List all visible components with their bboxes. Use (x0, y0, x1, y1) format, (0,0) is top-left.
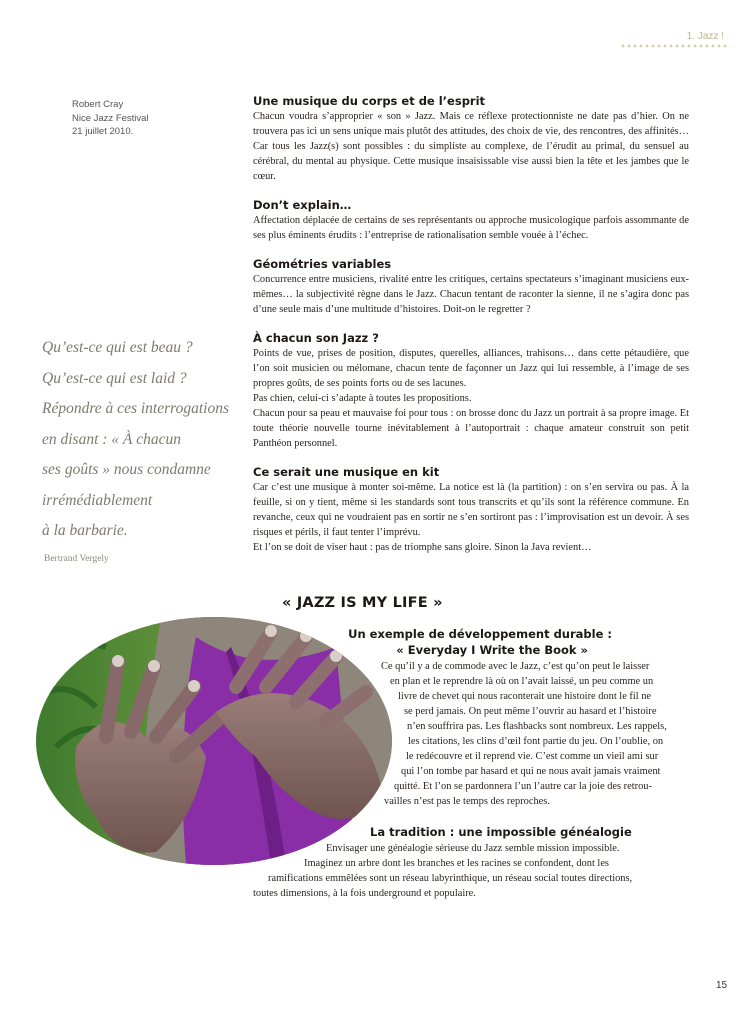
text-line: toutes dimensions, à la fois underground et populaire. (253, 888, 476, 899)
section (253, 465, 689, 555)
quote-line: Répondre à ces interrogations (42, 400, 229, 417)
text-line: ramifications emmêlées sont un réseau labyrinthique, un réseau social toutes directions, (268, 873, 633, 884)
section-text: Affectation déplacée de certains de ses représentants ou approche musicologique parfois assommante de ses plus éminents érudits : l’entreprise de rationalisation semble vouée à l’échec. (253, 215, 689, 241)
caption-line: Robert Cray (72, 99, 124, 110)
section (253, 94, 689, 184)
text-line: le redécouvre et il reprend vie. C’est comme un vieil ami sur (406, 751, 659, 762)
quote-line: Qu’est-ce qui est beau ? (42, 339, 193, 356)
section-text: Points de vue, prises de position, disputes, querelles, alliances, trahisons… dans cette pétaudière, que l’on soit musicien ou mélomane, chacun tente de façonner un Jazz qui lui ressemble, à l’image de ses propres goûts, de ses points forts ou de ses lacunes. Pas chien, celui-ci s’adapte à toutes les propositions. Chacun pour sa peau et mauvaise foi pour tous : on brosse donc du Jazz un portrait à sa propre image. Et toute théorie nouvelle tourne inévitablement à l’autoportrait : chaque amateur construit son petit Panthéon personnel. (253, 348, 689, 449)
quote-author: Bertrand Vergely (44, 554, 109, 564)
text-line: Ce qu’il y a de commode avec le Jazz, c’est qu’on peut le laisser (381, 661, 650, 672)
photo-caption (72, 98, 149, 139)
text-line: vailles n’est pas le temps des reproches. (384, 796, 550, 807)
subsection-title: Un exemple de développement durable : (348, 627, 612, 641)
running-head: 1. Jazz ! (686, 31, 724, 42)
hands-illustration (36, 617, 392, 865)
section (253, 198, 689, 243)
subsection-title: « Everyday I Write the Book » (396, 643, 588, 657)
caption-line: Nice Jazz Festival (72, 112, 149, 124)
section (253, 257, 689, 317)
section-title: Une musique du corps et de l’esprit (253, 94, 486, 108)
section-text: Car c’est une musique à monter soi-même. La notice est là (la partition) : on s’en servira ou pas. À la feuille, si on y tient, même si les standards sont tous transcrits et qu’ils sont la référence commune. En revanche, ceux qui ne voudraient pas en sortir ne s’en sortiront pas : l’improvisation est un devoir. À ses risques et périls, il faut tenter l’imprévu. Et l’on se doit de viser haut : pas de triomphe sans gloire. Sinon la Java revient… (253, 482, 689, 553)
text-line: quitté. Et l’on se pardonnera l’un l’autre car la joie des retrou- (394, 781, 652, 792)
text-line: les citations, les clins d’œil font partie du jeu. On l’oublie, on (408, 736, 664, 747)
text-line: qui l’on tombe par hasard et qui ne nous avait jamais vraiment (401, 766, 661, 777)
quote-line: en disant : « À chacun (42, 430, 182, 448)
section (253, 331, 689, 451)
hands-photo (36, 617, 392, 865)
main-column (253, 94, 689, 569)
dotted-rule (620, 44, 730, 48)
text-line: Envisager une généalogie sérieuse du Jazz semble mission impossible. (326, 843, 620, 854)
caption-line: 21 juillet 2010. (72, 126, 134, 137)
page-number: 15 (716, 980, 728, 991)
section-text: Chacun voudra s’approprier « son » Jazz. Mais ce réflexe protectionniste ne date pas d’hier. On ne trouvera pas ici un sens unique mais plutôt des attitudes, des choix de vie, des rencontres, des affinités… Car tous les Jazz(s) sont possibles : du simpliste au complexe, de l’érudit au primal, du sensuel au cérébral, du mental au physique. Cette musique insaisissable vise aussi bien la tête et les jambes que le cœur. (253, 111, 689, 182)
text-line: en plan et le reprendre là où on l’avait laissé, un peu comme un (390, 676, 654, 687)
quote-line: irrémédiablement (42, 491, 153, 509)
feature-title: « JAZZ IS MY LIFE » (282, 595, 443, 611)
section-title: Don’t explain… (253, 198, 352, 212)
subsection-title: La tradition : une impossible généalogie (370, 825, 632, 839)
section-text: Concurrence entre musiciens, rivalité entre les critiques, certains spectateurs s’imaginant musiciens eux-mêmes… la subjectivité règne dans le Jazz. Chacun tentant de raconter la sienne, il ne s’agira donc pas d’une seule mais d’une multitude d’histoires. Doit-on le regretter ? (253, 274, 689, 315)
section-title: À chacun son Jazz ? (253, 331, 379, 345)
text-line: se perd jamais. On peut même l’ouvrir au hasard et l’histoire (404, 706, 657, 717)
pull-quote (42, 333, 242, 547)
text-line: Imaginez un arbre dont les branches et les racines se confondent, dont les (304, 858, 609, 869)
section-title: Ce serait une musique en kit (253, 465, 440, 479)
quote-line: Qu’est-ce qui est laid ? (42, 369, 187, 387)
section-title: Géométries variables (253, 257, 392, 271)
text-line: livre de chevet qui nous raconterait une histoire dont le fil ne (398, 691, 652, 702)
quote-line: à la barbarie. (42, 522, 128, 539)
text-line: n’en souffrira pas. Les flashbacks sont nombreux. Les rappels, (407, 721, 667, 732)
quote-line: ses goûts » nous condamne (42, 461, 211, 478)
